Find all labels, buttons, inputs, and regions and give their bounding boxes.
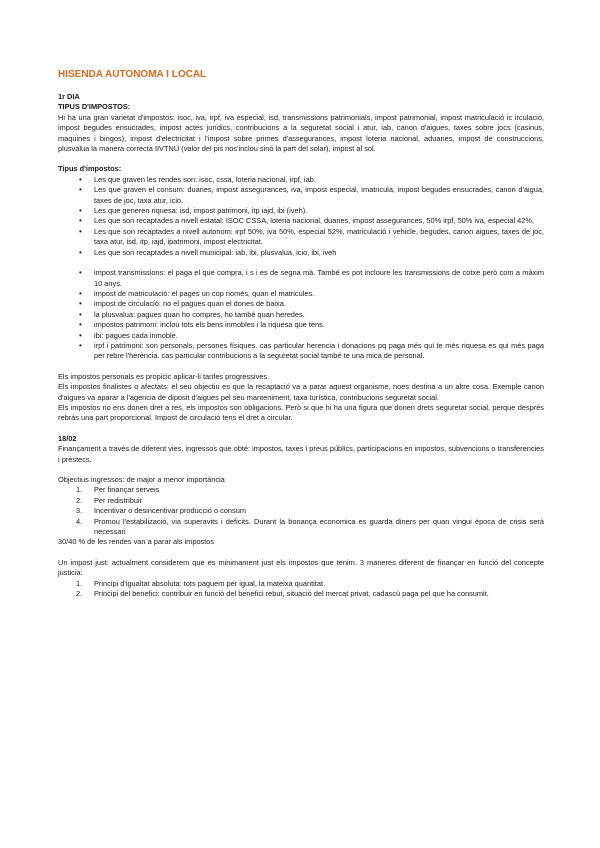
list-item: • impost de matriculació: el pages un cop només, quan el matricules. — [94, 289, 544, 299]
list-item: • impostos patrimoni: inclou tots els bens inmobles i la riquesa que tens. — [94, 320, 544, 330]
list-item: • la plusvalua: pagues quan ho compres, ho també quan heredes. — [94, 310, 544, 320]
date-label: 18/02 — [58, 433, 77, 443]
list-item: 1. Per finançar serveis — [76, 485, 160, 495]
day-label: 1r DIA — [58, 92, 80, 101]
list-item: • irpf i patrimoni: son personals, persones físiques. cas particular herencia i donacions pq paga més qui te més riquesa es qui més paga per rebre l'herència. cas particular contribucions a la seguretat social també te una mica de personal. — [94, 341, 544, 362]
paragraph: Els impostos personals es propicic aplicar-li tarifes progressives. — [58, 371, 270, 381]
list-item: • Les que graven el consum: duanes, impost assegurances, iva, impost especial, imatricula, impost begudes ensucrades, canon d'aigua, taxes de joc, taxa atur, icio. — [94, 185, 544, 206]
list-item: • impost transmissions: el paga el que compra, i s i es de segna mà. També es pot incloure les transmissions de cotxe però com a màxim 10 anys. — [94, 268, 544, 289]
list-item: 2. Principi del benefici: contribuir en funció del benefici rebut, situació del mercat privat, cadascú paga pel que ha consumit. — [76, 589, 489, 599]
principles-list — [58, 579, 544, 600]
list-item: 4. Promou l'estabilizació, via superavits i deficits. Durant la bonança economica es guarda diners per quan vingui època de crisis serà necessari — [76, 516, 544, 537]
list-item: 2. Per redistribuir — [76, 495, 143, 505]
types-list — [58, 175, 544, 258]
paragraph: Finançament a través de diferent vies, ingressos que obté: impostos, taxes i preus públics, participacions en impostos, subvencions o transferencies i préstecs. — [58, 444, 544, 464]
list-item: • Les que son recaptades a nivell estatal: ISOC CSSA, loteria nacional, duanes, impost assegurances, 50% irpf, 50% iva, especial 42%, — [94, 216, 544, 226]
paragraph: Els impostos finalistes o afectats: el seu objectiu es que la recaptació va a parar aquest organisme, noes destina a un altre cosa. Exemple canon d'aigues va aparar a l'agencia de diposit d'aigues pel seu manteniment, taxa turística, contribucions seguretat social. — [58, 382, 544, 402]
list-item: 1. Principi d'igualtat absoluta: tots paguem per igual, la mateixa quantitat. — [76, 578, 326, 588]
list-item: • impost de circulació: no el pagues quan el dones de baixa. — [94, 299, 544, 309]
list-item: • Les que son recaptades a nivell municipal: iab, ibi, plusvalua, icio, ibi, iveh — [94, 248, 544, 258]
document-title: HISENDA AUTONOMA I LOCAL — [58, 69, 207, 80]
details-list — [58, 268, 544, 362]
document-page — [58, 68, 544, 599]
list-item: 3. Incentivar o desincentivar producció o consum — [76, 506, 246, 516]
list-item: • Les que graven les rendes son: isoc, cssa, loteria nacional, irpf, iab. — [94, 175, 544, 185]
paragraph: Un impost just: actualment considerem que es minimament just els impostos que tenim. 3 maneres diferent de finançar en funció del concepte justicia: — [58, 557, 544, 578]
section-heading: TIPUS D'IMPOSTOS: — [58, 102, 131, 112]
paragraph: Els impostos no ens donen dret a res, els impostos son obligacions. Però si que hi ha una figura que donen drets seguretat social, perque després rebrás una part proporcional. Impost de circulació tens el dret a circular. — [58, 402, 544, 423]
objectives-list — [58, 485, 544, 537]
list-item: • Les que generen riquesa: isd, impost patrimoni, itp iajd, ibi (iveh). — [94, 206, 544, 216]
paragraph: 30/40 % de les rendes van a parar als impostos — [58, 537, 215, 547]
types-heading: Tipus d'impostos: — [58, 164, 122, 174]
objectives-heading: Objectius ingressos: de major a menor importància — [58, 475, 225, 484]
intro-paragraph: Hi ha una gran varietat d'impostos: isoc, iva, irpf, iva especial, isd, transmissions patrimonials, impost patrimonial, impost matriculació ic irculació, impost begudes ensucrades, impost actes jurídics, contribucions a la seguretat social i atur, iab, canon d'aigues, taxes sobre jocs (casinus, maquines i bingos), impost d'electricitat i l'impost sobre primes d'assegurances, impost loteria nacional, aduanes, impost de construccions, plusvalua la manera correcta IIVTNU (valor del pis nos'inclou sinó la part del solar), impost al sol. — [58, 112, 544, 154]
list-item: • ibi: pagues cada inmoble. — [94, 331, 544, 341]
list-item: • Les que son recaptades a nivell autonom: irpf 50%, iva 50%, especial 52%, matriculació i vehicle, begudes, canon aigues, taxes de joc, taxa atur, isd, itp, iajd, ipatrimoni, impost electricitat. — [94, 227, 544, 248]
